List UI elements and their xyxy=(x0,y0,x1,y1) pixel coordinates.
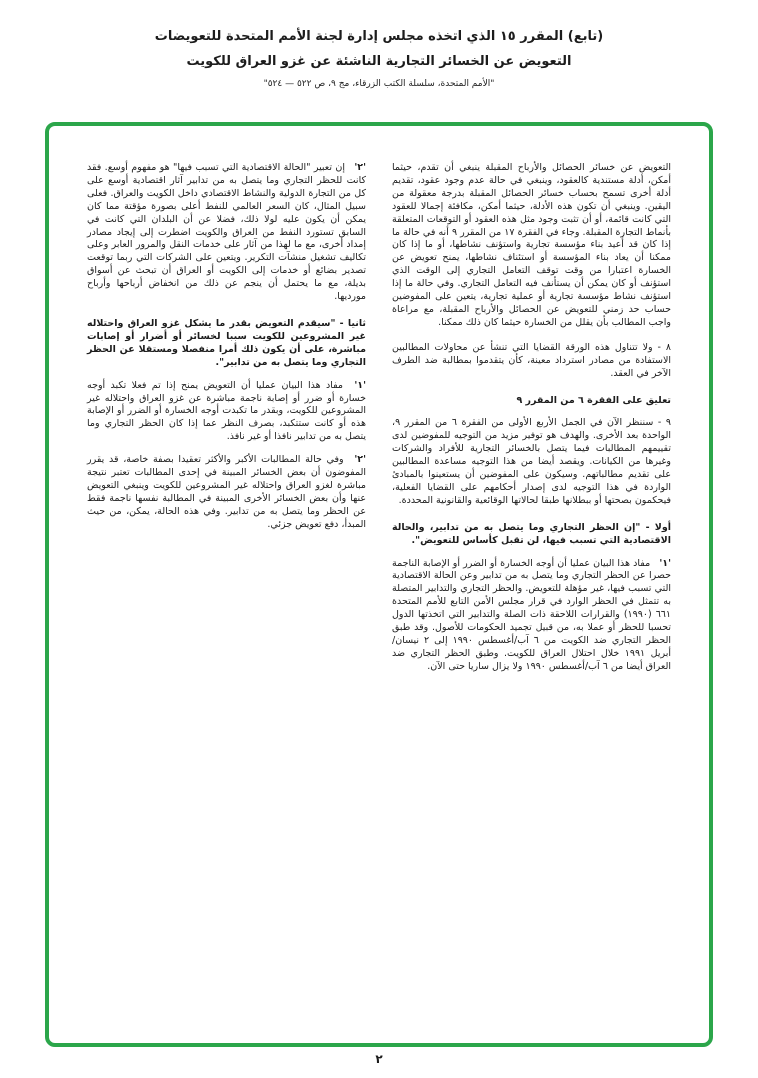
page-number: ٢ xyxy=(375,1052,383,1066)
subparagraph-marker: '٢' xyxy=(354,454,366,466)
green-border-frame xyxy=(45,122,713,1047)
subparagraph-text: إن تعبير "الحالة الاقتصادية التي تسبب فيها" هو مفهوم أوسع. فقد كانت للحظر التجاري وما يتصل به من تدابير آثار اقتصادية أوسع على كل من التجارة الدولية والنشاط الاقتصادي داخل الكويت والعراق. فعلى سبيل المثال، كان السعر العالمي للنفط أعلى بصورة مؤقتة مما كان يمكن أن يكون عليه لولا ذلك، فضلا عن أن البلدان التي كانت في السابق تستورد النفط من العراق والكويت اضطرت إلى إيجاد مصادر إمداد أخرى، مع ما لهذا من آثار على خدمات النقل والمرور العابر وعلى تكاليف تشغيل منشآت التكرير. ويتعين على الشركات التي ربما توقعت تصدير بضائع أو خدمات إلى الكويت أو العراق أن تبحث عن أسواق بديلة، مع ما يحتمل أن ينجم عن ذلك من انخفاض أرباحها وأرباح مورديها. xyxy=(87,162,366,303)
column-left xyxy=(87,162,366,542)
subparagraph-1 xyxy=(87,380,366,445)
header-title-line-1: (تابع) المقرر ١٥ الذي اتخذه مجلس إدارة لجنة الأمم المتحدة للتعويضات xyxy=(154,29,604,44)
subparagraph-1 xyxy=(392,558,671,674)
subparagraph-marker: '١' xyxy=(659,557,671,569)
page-header xyxy=(0,28,758,91)
subparagraph-text: مفاد هذا البيان عمليا أن التعويض يمنح إذا تم فعلا تكبد أوجه خسارة أو ضرر أو إصابة ناجمة مباشرة عن غزو العراق واحتلاله غير المشروعين للكويت، وبقدر ما تكبدت أوجه الخسارة أو الضرر أو الإصابة هذه أو كانت ستتكبد، بصرف النظر عما إذا كان الحظر التجاري وما يتصل به من تدابير نافذا أو غير نافذ. xyxy=(87,379,366,443)
subparagraph-marker: '١' xyxy=(354,379,366,391)
subparagraph-marker: '٢' xyxy=(354,162,366,173)
column-right xyxy=(392,162,671,684)
subparagraph-text: مفاد هذا البيان عمليا أن أوجه الخسارة أو الضرر أو الإصابة الناجمة حصرا عن الحظر التجاري وما يتصل به من تدابير وعن الحالة الاقتصادية التي تسبب فيها، غير مؤهلة للتعويض. والحظر التجاري والتدابير المتصلة به تتمثل في الحظر الوارد في قرار مجلس الأمن التابع للأمم المتحدة ٦٦١ (١٩٩٠) والقرارات اللاحقة ذات الصلة والتدابير التي اتخذتها الدول تحسبا للحظر أو عملا به، من قبيل تجميد الحكومات للأصول. وقد طبق الحظر التجاري ضد الكويت من ٦ آب/أغسطس ١٩٩٠ إلى ٢ نيسان/أبريل ١٩٩١ خلال احتلال العراق للكويت. وطبق الحظر التجاري ضد العراق أيضا من ٦ آب/أغسطس ١٩٩٠ ولا يزال ساريا حتى الآن. xyxy=(392,557,671,672)
paragraph-8: ٨ - ولا تتناول هذه الورقة القضايا التي تنشأ عن محاولات المطالبين الاستفادة من مصادر استرداد معينة، كأن يتقدموا بمطالبة ضد الطرف الآخر في العقد. xyxy=(392,341,671,379)
section-heading-comment-para6: تعليق على الفقرة ٦ من المقرر ٩ xyxy=(516,394,671,406)
header-source-line: "الأمم المتحدة، سلسلة الكتب الزرقاء، مج ٩، ص ٥٢٢ — ٥٢٤" xyxy=(263,79,495,90)
subparagraph-2 xyxy=(87,162,366,304)
paragraph-continuation: التعويض عن خسائر الحصائل والأرباح المقبلة ينبغي أن تقدم، حيثما أمكن، أدلة مستندية كالعقود، وينبغي في حالة عدم وجود عقود، تقديم أدلة أخرى تسمح بحساب خسائر الحصائل المقبلة بدرجة معقولة من اليقين. وينبغي أن تكون هذه الأدلة، حيثما أمكن، مكافئة إجمالا للعقود التي كانت قائمة، أو أن تثبت وجود مثل هذه العقود أو التوقعات المتعلقة بأنماط التجارة المقبلة. وجاء في الفقرة ١٧ من المقرر ٩ أنه في حالة ما إذا كان قد أعيد بناء مؤسسة تجارية واستؤنف نشاطها، أو ما إذا كان ممكنا أن يعاد بناء المؤسسة أو استئناف نشاطها، يمنح تعويض عن الخسارة اعتبارا من وقت توقف التعامل التجاري إلى الوقت الذي استؤنف أو كان يمكن أن يستأنف فيه التعامل التجاري. وفي حالة ما إذا استؤنف نشاط مؤسسة تجارية أو عملية تجارية، يتعين على المفوضين حساب حد زمني للتعويض عن الحصائل والأرباح المقبلة، مع مراعاة واجب المطالب بأن يقلل من الخسارة حيثما كان ذلك ممكنا. xyxy=(392,162,671,328)
paragraph-9: ٩ - سننظر الآن في الجمل الأربع الأولى من الفقرة ٦ من المقرر ٩، الواحدة بعد الأخرى. والهدف هو توفير مزيد من التوجيه للمفوضين لدى تقييمهم المطالبات فيما يتصل بالخسائر التجارية للأفراد والشركات وغيرها من الكيانات. ويقصد أيضا من هذا التوجيه مساعدة المطالبين على تقديم مطالباتهم. وسيكون على المفوضين أن يستعينوا بالمبادئ الواردة في هذا التوجيه لدى إصدار أحكامهم على القضايا الفعلية، فيحكمون بصحتها أو ببطلانها طبقا لحالاتها الوقائعية والقانونية المحددة. xyxy=(392,417,671,506)
two-column-body xyxy=(87,162,671,1013)
section-heading-first: أولا - "إن الحظر التجاري وما يتصل به من تدابير، والحالة الاقتصادية التي تسبب فيها، لن تقبل كأساس للتعويض". xyxy=(392,521,671,546)
section-heading-second: ثانيا - "سيقدم التعويض بقدر ما يشكل غزو العراق واحتلاله غير المشروعين للكويت سببا لخسائر أو أضرار أو إصابات مباشرة، على أن يكون ذلك أمرا منفصلا ومستقلا عن الحظر التجاري وما يتصل به من تدابير". xyxy=(87,317,366,368)
subparagraph-text: وفي حالة المطالبات الأكبر والأكثر تعقيدا بصفة خاصة، قد يقرر المفوضون أن بعض الخسائر المبينة في إحدى المطالبات تعتبر نتيجة مباشرة لغزو العراق واحتلاله غير المشروعين للكويت وينبغي التعويض عنها وأن بعض الخسائر الأخرى المبينة في المطالبة نفسها ناجمة فقط عن الحظر وما يتصل به من تدابير. وفي هذه الحالة، يمكن، من حيث المبدأ، دفع تعويض جزئي. xyxy=(87,454,366,530)
header-title-line-2: التعويض عن الخسائر التجارية الناشئة عن غزو العراق للكويت xyxy=(186,54,572,70)
subparagraph-2b xyxy=(87,454,366,531)
